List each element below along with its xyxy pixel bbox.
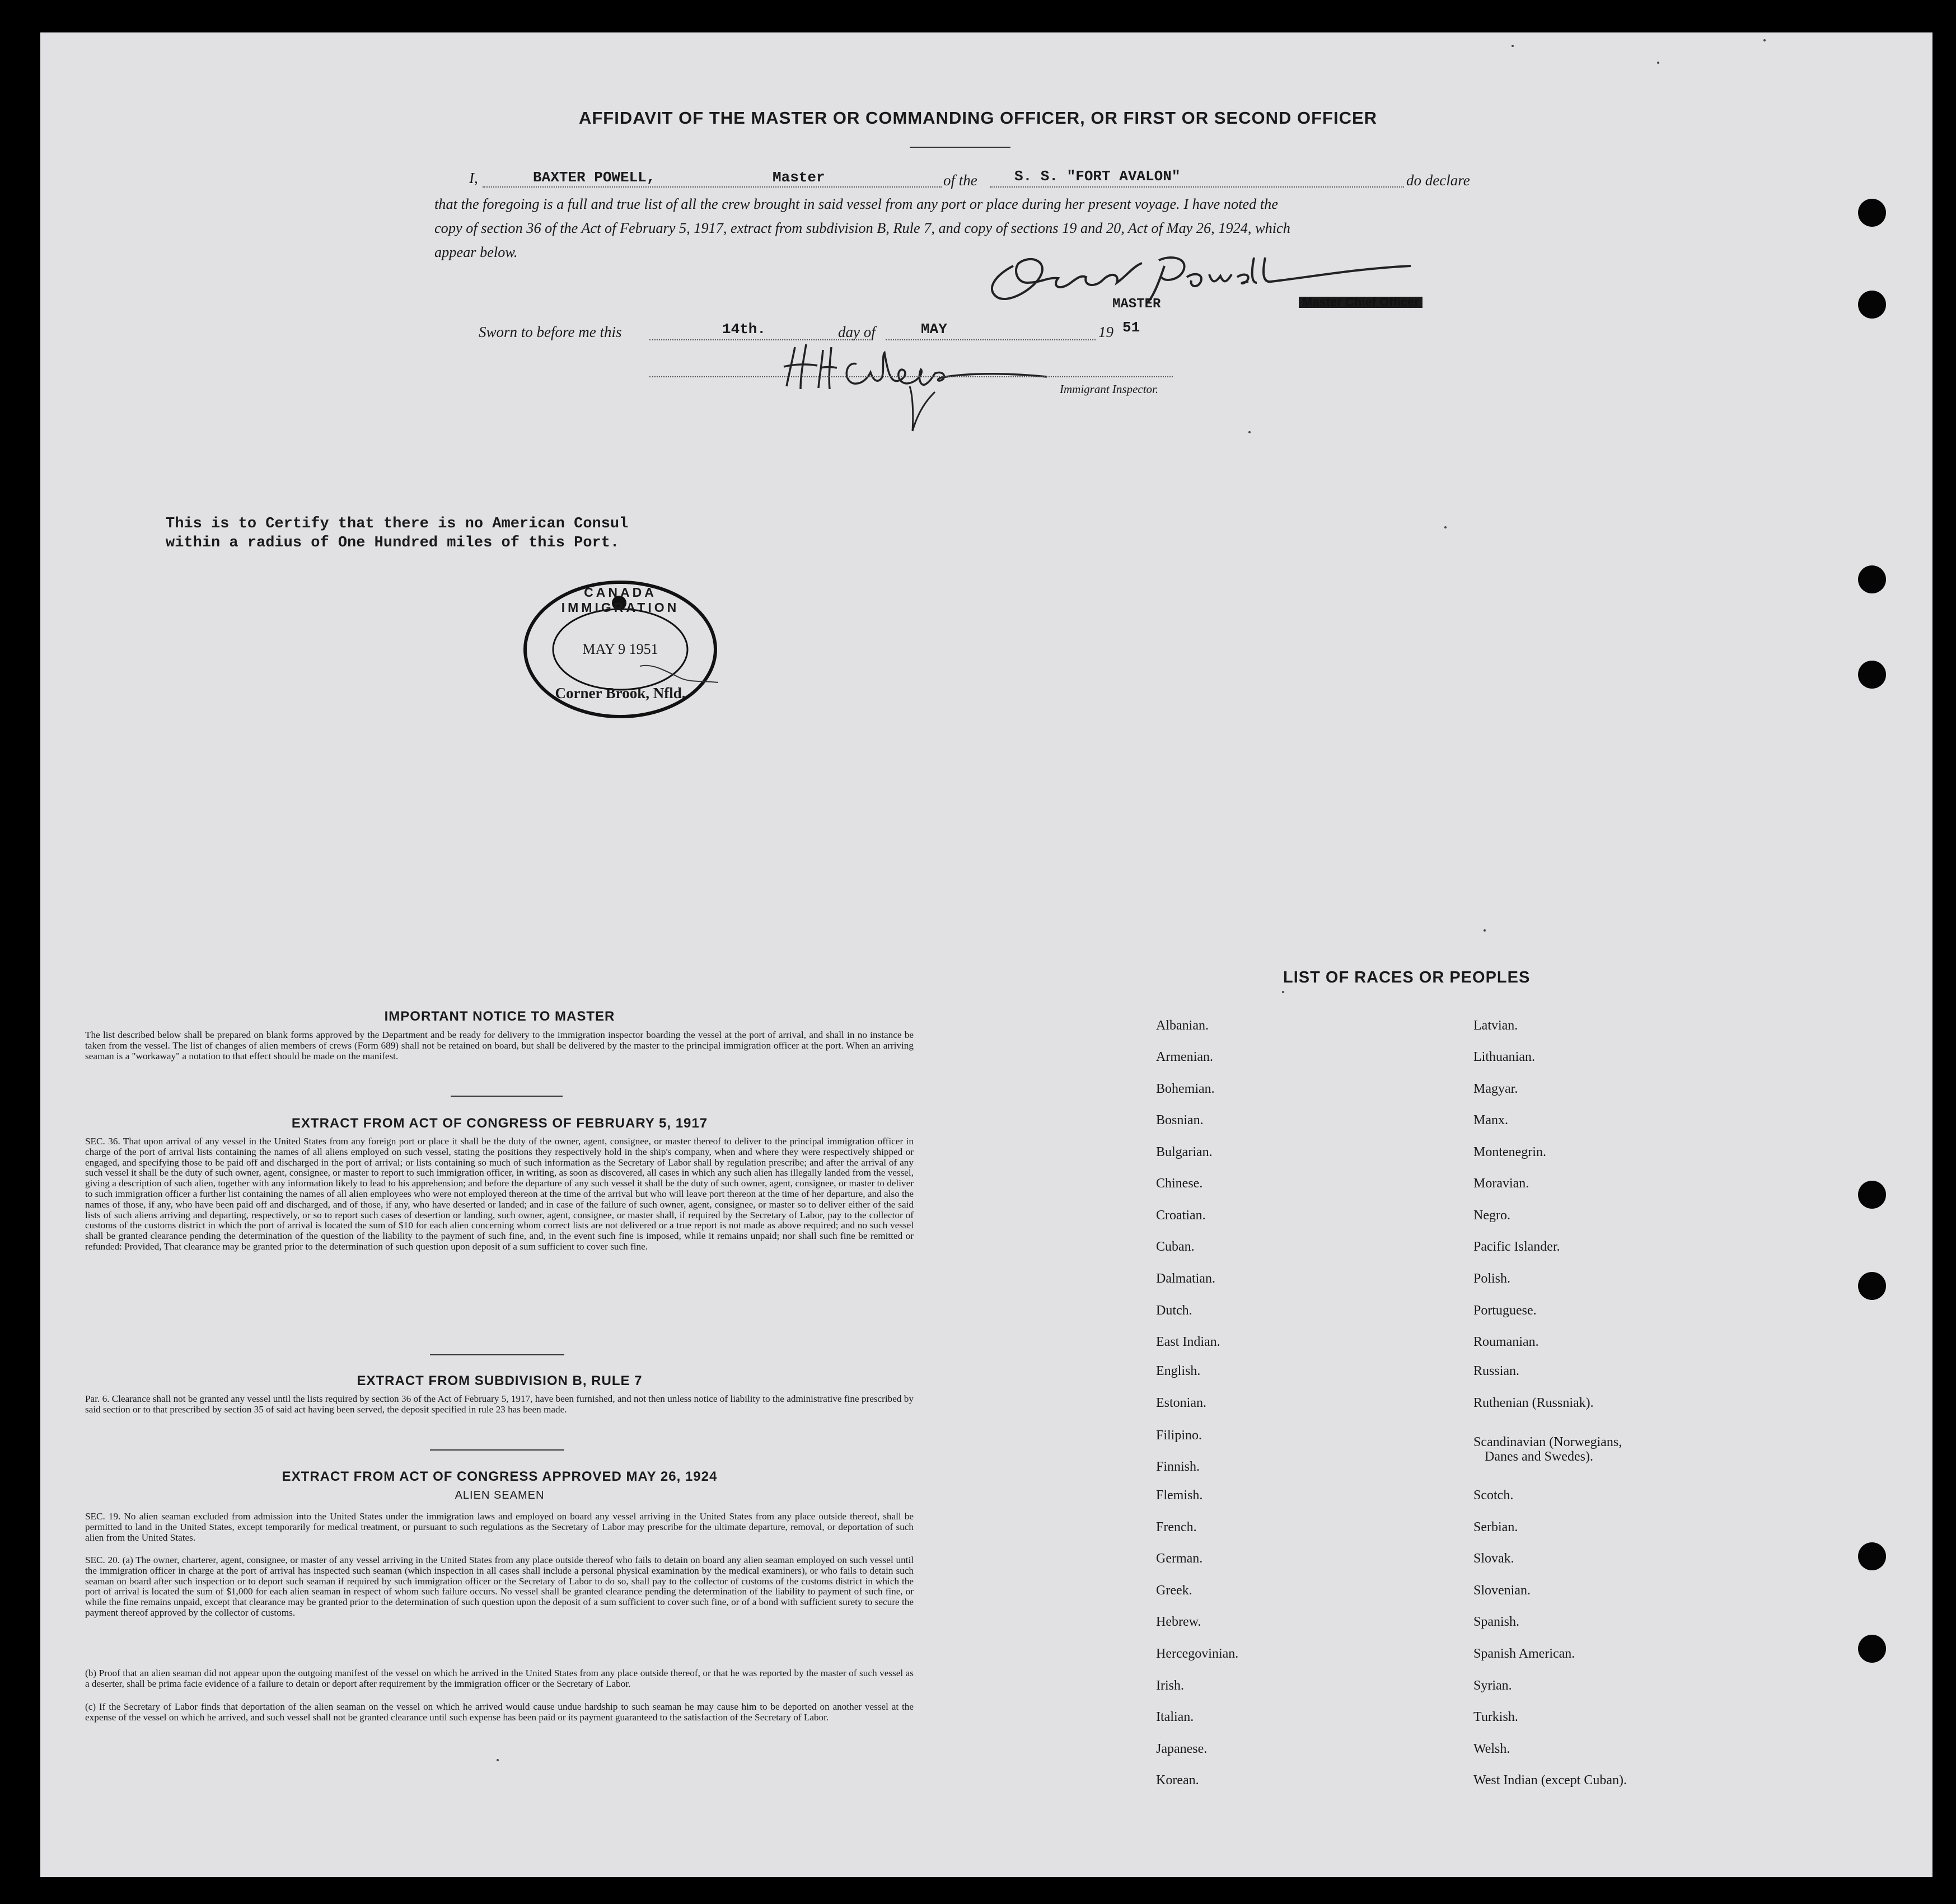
race-item: Croatian.: [1156, 1208, 1206, 1223]
race-item: Portuguese.: [1473, 1303, 1537, 1318]
race-item: Chinese.: [1156, 1176, 1203, 1191]
race-item: Negro.: [1473, 1208, 1510, 1223]
sworn-label: Sworn to before me this: [479, 324, 622, 340]
race-item: Slovenian.: [1473, 1583, 1531, 1598]
extract-1924-para: (c) If the Secretary of Labor finds that deportation of the alien seaman on the vessel on which he arrived would cause undue hardship to such seaman he may cause him to be deported on another vessel at the expense of the vessel on which he arrived, and such vessel shall not be granted clearance until such expense has been paid or its payment guaranteed to the satisfaction of the Secretary of Labor.: [85, 1701, 914, 1723]
speck: [1248, 431, 1251, 433]
race-item: Spanish American.: [1473, 1646, 1575, 1661]
affiant-name: BAXTER POWELL,: [533, 169, 656, 186]
race-item: Ruthenian (Russniak).: [1473, 1396, 1594, 1410]
certify-line: This is to Certify that there is no American Consul: [166, 516, 629, 532]
speck: [1657, 62, 1659, 64]
notice-heading: IMPORTANT NOTICE TO MASTER: [384, 1009, 615, 1024]
race-item: Danes and Swedes).: [1485, 1449, 1593, 1464]
race-item: Finnish.: [1156, 1459, 1200, 1474]
race-item: Syrian.: [1473, 1678, 1512, 1693]
affidavit-body-line: appear below.: [434, 244, 518, 260]
races-heading: LIST OF RACES OR PEOPLES: [1283, 969, 1531, 986]
title-rule: [910, 147, 1010, 148]
race-item: Montenegrin.: [1473, 1145, 1546, 1159]
section-rule: [451, 1096, 563, 1097]
race-item: Irish.: [1156, 1678, 1184, 1693]
race-item: Filipino.: [1156, 1428, 1202, 1443]
race-item: Dalmatian.: [1156, 1271, 1215, 1286]
race-item: Scandinavian (Norwegians,: [1473, 1435, 1622, 1449]
race-item: Spanish.: [1473, 1615, 1520, 1629]
extract-1924-para: SEC. 19. No alien seaman excluded from admission into the United States under the immigration laws and employed on board any vessel arriving in the United States from any place outside thereof, shall be permitted to land in the United States, except temporarily for medical treatment, or pursuant to such regulations as the Secretary of Labor may prescribe for the ultimate departure, removal, or deportation of such alien from the United States.: [85, 1511, 914, 1543]
stamp-top-text: CANADA IMMIGRATION: [561, 585, 680, 615]
race-item: Lithuanian.: [1473, 1050, 1535, 1064]
extract-1924-heading: EXTRACT FROM ACT OF CONGRESS APPROVED MAY 26, 1924: [282, 1469, 718, 1484]
affidavit-body-line: copy of section 36 of the Act of February 5, 1917, extract from subdivision B, Rule 7, and copy of sections 19 and 20, Act of May 26, 1924, which: [434, 220, 1290, 236]
sworn-day: 14th.: [722, 321, 766, 338]
extract-1917-text: SEC. 36. That upon arrival of any vessel in the United States from any foreign port or place it shall be the duty of the owner, agent, consignee, or master thereof to deliver to the principal immigration officer in charge of the port of arrival lists containing the names of all aliens employed on such vessel, stating the positions they respectively hold in the ship's company, when and where they were respectively shipped or engaged, and specifying those to be paid off and discharged in the port of arrival; or lists containing so much of such information as the Secretary of Labor shall by regulation prescribe; and after the arrival of any such vessel it shall be the duty of such owner, agent, consignee, or master to report to such immigration officer, in writing, as soon as discovered, all cases in which any such alien has illegally landed from the vessel, giving a description of such alien, together with any information likely to lead to his apprehension; and before the departure of any such vessel it shall be the duty of such owner, agent, consignee, or master to deliver to such immigration officer a further list containing the names of all alien employees who were not employed thereon at the time of the arrival but who will leave port thereon at the time of her departure, and also the names of those, if any, who have been paid off and discharged, and of those, if any, who have deserted or landed; and in case of the failure of such owner, agent, consignee, or master so to deliver either of the said lists of such aliens arriving and departing, respectively, or so to report such cases of desertion or landing, such owner, agent, consignee, or master shall, if required by the Secretary of Labor, pay to the collector of customs of the customs district in which the port of arrival is located the sum of $10 for each alien concerning whom correct lists are not delivered or a true report is not made as above required; and no such vessel shall be granted clearance pending the determination of the question of the liability to the payment of such fine, and, in the event such fine is imposed, while it remains unpaid; nor shall such fine be remitted or refunded: Provided, That clearance may be granted prior to the determination of such question upon deposit of a sum sufficient to cover such fine.: [85, 1136, 914, 1252]
notice-text: The list described below shall be prepared on blank forms approved by the Department and be ready for delivery to the immigration inspector boarding the vessel at the port of arrival, and shall in no instance be taken from the vessel. The list of changes of alien members of crews (Form 689) shall not be retained on board, but shall be delivered by the master to the principal immigration officer at the port. When an arriving seaman is a "workaway" a notation to that effect should be made on the manifest.: [85, 1030, 914, 1061]
signature-rank: MASTER: [1112, 297, 1161, 312]
race-item: Greek.: [1156, 1583, 1192, 1598]
extract-1924-subheading: ALIEN SEAMEN: [455, 1489, 545, 1501]
speck: [1444, 526, 1447, 528]
race-item: East Indian.: [1156, 1335, 1220, 1349]
extract-1924-para: SEC. 20. (a) The owner, charterer, agent, consignee, or master of any vessel arriving in the United States from any place outside thereof who fails to detain on board any alien seaman employed on such vessel until the immigration officer in charge at the port of arrival has inspected such seaman (which inspection in all cases shall include a personal physical examination by the medical examiners), or who fails to detain such seaman on board after such inspection or to deport such seaman if required by such immigration officer or the Secretary of Labor to do so, shall pay to the collector of customs of the customs district in which the port of arrival is located the sum of $1,000 for each alien seaman in respect of whom such failure occurs. No vessel shall be granted clearance pending the determination of the liability to payment of such fine, or while the fine remains unpaid, except that clearance may be granted prior to the determination of such question upon the deposit of a sum sufficient to cover such fine, or of a bond with sufficient surety to secure the payment thereof approved by the collector of customs.: [85, 1555, 914, 1618]
speck: [1282, 991, 1284, 993]
inspector-line: [649, 376, 1173, 377]
race-item: Italian.: [1156, 1710, 1194, 1724]
race-item: Manx.: [1473, 1113, 1508, 1128]
race-item: Serbian.: [1473, 1520, 1518, 1535]
vessel-line: [990, 186, 1404, 188]
speck: [1484, 929, 1486, 932]
year-prefix: 19: [1098, 324, 1113, 340]
struck-title: Master Chief Officer: [1299, 297, 1422, 308]
race-item: Bohemian.: [1156, 1082, 1215, 1096]
inspector-signature: [778, 339, 1092, 439]
affidavit-body-line: that the foregoing is a full and true list of all the crew brought in said vessel from any port or place during her present voyage. I have noted the: [434, 196, 1278, 212]
race-item: Bulgarian.: [1156, 1145, 1213, 1159]
race-item: Hebrew.: [1156, 1615, 1201, 1629]
race-item: Turkish.: [1473, 1710, 1518, 1724]
punch-hole: [1858, 291, 1886, 319]
race-item: Japanese.: [1156, 1742, 1208, 1756]
inspector-label: Immigrant Inspector.: [1060, 382, 1159, 396]
punch-hole: [1858, 199, 1886, 227]
race-item: Latvian.: [1473, 1018, 1518, 1033]
punch-hole: [1858, 661, 1886, 689]
day-of-label: day of: [838, 324, 876, 340]
of-the-label: of the: [943, 172, 977, 189]
section-rule: [430, 1449, 564, 1451]
race-item: English.: [1156, 1364, 1201, 1378]
race-item: Cuban.: [1156, 1239, 1195, 1254]
extract-1924-para: (b) Proof that an alien seaman did not appear upon the outgoing manifest of the vessel on which he arrived in the United States from any place outside thereof, or that he was reported by the master of such vessel as a deserter, shall be prima facie evidence of a failure to detain or deport after requirement by the immigration officer or the Secretary of Labor.: [85, 1668, 914, 1689]
affidavit-title: AFFIDAVIT OF THE MASTER OR COMMANDING OFFICER, OR FIRST OR SECOND OFFICER: [578, 108, 1378, 128]
race-item: Armenian.: [1156, 1050, 1213, 1064]
race-item: Hercegovinian.: [1156, 1646, 1239, 1661]
subdivision-heading: EXTRACT FROM SUBDIVISION B, RULE 7: [357, 1373, 643, 1388]
race-item: Scotch.: [1473, 1488, 1514, 1503]
race-item: Polish.: [1473, 1271, 1511, 1286]
race-item: Moravian.: [1473, 1176, 1529, 1191]
subdivision-text: Par. 6. Clearance shall not be granted any vessel until the lists required by section 36 of the Act of February 5, 1917, have been furnished, and not then unless notice of liability to the administrative fine prescribed by said section or to that prescribed by section 35 of said act having been served, the deposit specified in rule 23 has been made.: [85, 1393, 914, 1415]
affiant-rank: Master: [773, 169, 825, 186]
race-item: Welsh.: [1473, 1742, 1510, 1756]
race-item: Magyar.: [1473, 1082, 1518, 1096]
punch-hole: [1858, 1635, 1886, 1663]
section-rule: [430, 1354, 564, 1355]
sworn-month: MAY: [921, 321, 947, 338]
race-item: French.: [1156, 1520, 1197, 1535]
punch-hole: [1858, 1272, 1886, 1300]
speck: [1763, 39, 1766, 41]
speck: [497, 1759, 499, 1761]
race-item: Bosnian.: [1156, 1113, 1204, 1128]
race-item: Pacific Islander.: [1473, 1239, 1560, 1254]
stamp-bottom-text: Corner Brook, Nfld.: [555, 685, 686, 701]
punch-hole: [1858, 565, 1886, 593]
race-item: West Indian (except Cuban).: [1473, 1773, 1627, 1788]
race-item: Russian.: [1473, 1364, 1520, 1378]
race-item: Albanian.: [1156, 1018, 1209, 1033]
punch-hole: [1858, 1542, 1886, 1570]
race-item: Estonian.: [1156, 1396, 1206, 1410]
race-item: Korean.: [1156, 1773, 1199, 1788]
year-suffix: 51: [1122, 319, 1140, 336]
race-item: Roumanian.: [1473, 1335, 1539, 1349]
punch-hole: [1858, 1181, 1886, 1209]
stamp-date: MAY 9 1951: [582, 641, 658, 657]
extract-1917-heading: EXTRACT FROM ACT OF CONGRESS OF FEBRUARY 5, 1917: [291, 1116, 708, 1131]
certify-line: within a radius of One Hundred miles of this Port.: [166, 535, 620, 551]
affiant-name-line: [483, 186, 942, 188]
vessel-name: S. S. "FORT AVALON": [1014, 168, 1181, 185]
race-item: Flemish.: [1156, 1488, 1203, 1503]
race-item: German.: [1156, 1551, 1203, 1566]
immigration-stamp: [522, 579, 718, 719]
race-item: Slovak.: [1473, 1551, 1514, 1566]
race-item: Dutch.: [1156, 1303, 1192, 1318]
affiant-i-label: I,: [469, 170, 478, 186]
do-declare-label: do declare: [1406, 172, 1470, 189]
speck: [1512, 45, 1514, 47]
